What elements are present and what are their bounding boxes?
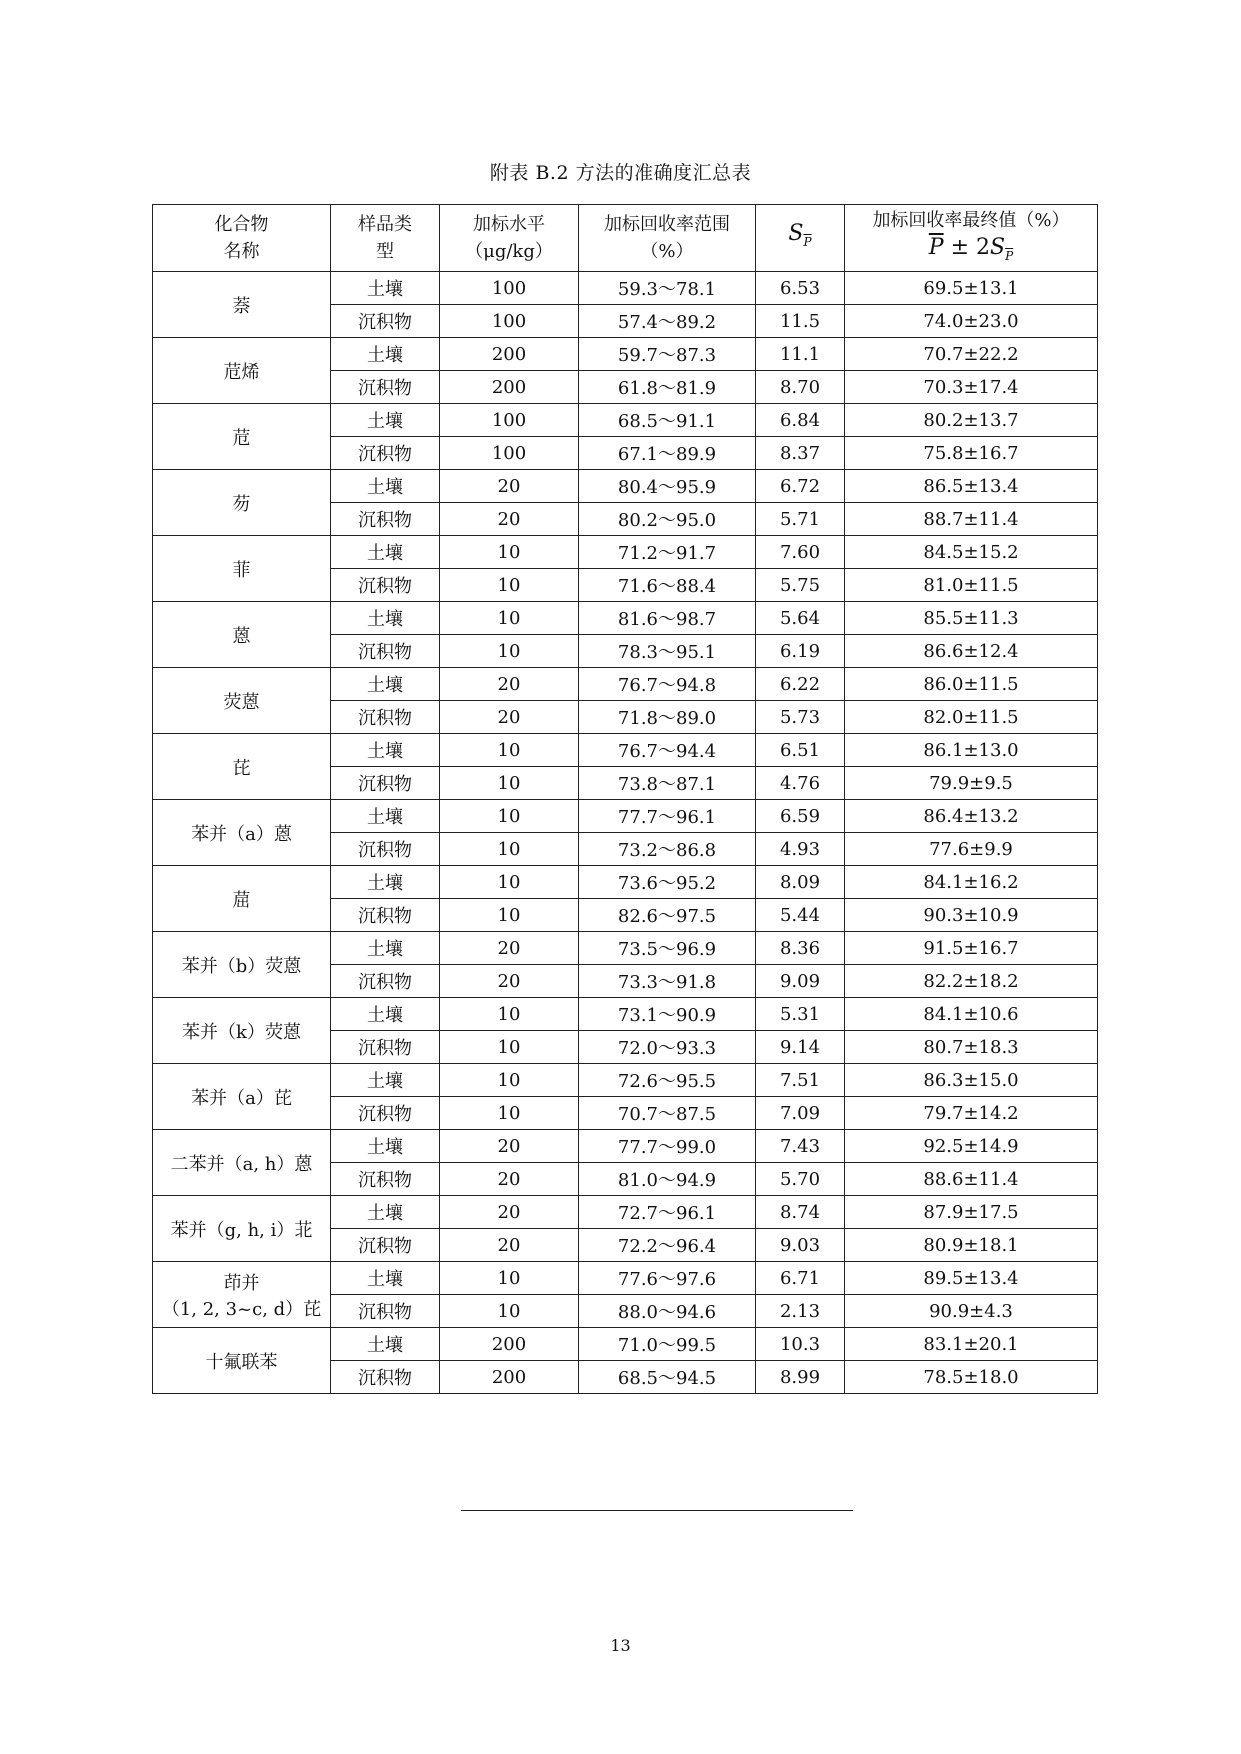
final-recovery-cell: 88.6±11.4 [845,1163,1098,1196]
final-recovery-cell: 91.5±16.7 [845,932,1098,965]
sample-type-cell: 土壤 [331,602,440,635]
compound-name-cell [153,1262,331,1328]
final-recovery-cell: 86.3±15.0 [845,1064,1098,1097]
recovery-range-cell: 80.4～95.9 [579,470,756,503]
sample-type-cell: 土壤 [331,1130,440,1163]
table-row [153,932,1098,965]
spike-level-cell: 20 [440,470,579,503]
sp-value-cell: 9.03 [756,1229,845,1262]
compound-name: 芴 [232,493,251,515]
sp-value-cell: 6.84 [756,404,845,437]
recovery-range-cell: 77.7～96.1 [579,800,756,833]
recovery-range-cell: 72.2～96.4 [579,1229,756,1262]
header-sp-subscript: P [803,235,812,249]
recovery-range-cell: 77.6～97.6 [579,1262,756,1295]
recovery-range-cell: 73.5～96.9 [579,932,756,965]
final-recovery-cell: 69.5±13.1 [845,272,1098,305]
spike-level-cell: 20 [440,503,579,536]
sp-value-cell: 6.59 [756,800,845,833]
final-recovery-cell: 85.5±11.3 [845,602,1098,635]
header-type-line2: 型 [376,241,394,262]
spike-level-cell: 10 [440,1064,579,1097]
compound-name: 蒽 [232,625,251,647]
recovery-range-cell: 88.0～94.6 [579,1295,756,1328]
sp-value-cell: 2.13 [756,1295,845,1328]
sp-value-cell: 6.72 [756,470,845,503]
spike-level-cell: 200 [440,1328,579,1361]
recovery-range-cell: 73.2～86.8 [579,833,756,866]
sample-type-cell: 沉积物 [331,635,440,668]
spike-level-cell: 10 [440,734,579,767]
compound-name: 苊烯 [223,361,260,383]
recovery-range-cell: 71.2～91.7 [579,536,756,569]
recovery-range-cell: 73.8～87.1 [579,767,756,800]
recovery-range-cell: 71.6～88.4 [579,569,756,602]
final-recovery-cell: 82.2±18.2 [845,965,1098,998]
final-recovery-cell: 90.3±10.9 [845,899,1098,932]
sample-type-cell: 沉积物 [331,1361,440,1394]
compound-name-cell [153,536,331,602]
recovery-range-cell: 71.0～99.5 [579,1328,756,1361]
header-type-line1: 样品类 [358,214,412,235]
header-sp-symbol: $S_{\overline{P}}$ [788,221,812,249]
spike-level-cell: 10 [440,569,579,602]
sp-value-cell: 5.73 [756,701,845,734]
compound-name-cell [153,998,331,1064]
sp-value-cell: 5.75 [756,569,845,602]
sp-value-cell: 9.14 [756,1031,845,1064]
spike-level-cell: 200 [440,1361,579,1394]
sp-value-cell: 5.64 [756,602,845,635]
compound-name-cell [153,404,331,470]
spike-level-cell: 100 [440,305,579,338]
sample-type-cell: 土壤 [331,470,440,503]
sp-value-cell: 4.93 [756,833,845,866]
sample-type-cell: 沉积物 [331,437,440,470]
compound-name: 二苯并（a, h）蒽 [170,1153,313,1175]
final-recovery-cell: 80.7±18.3 [845,1031,1098,1064]
sample-type-cell: 土壤 [331,734,440,767]
compound-name-cell [153,602,331,668]
header-final-recovery [845,205,1098,272]
compound-name: 茚并 [223,1272,260,1294]
final-recovery-cell: 70.7±22.2 [845,338,1098,371]
final-recovery-cell: 87.9±17.5 [845,1196,1098,1229]
header-compound [153,205,331,272]
sp-value-cell: 9.09 [756,965,845,998]
compound-name-cell [153,1064,331,1130]
header-final-formula: $\overline{P} \pm 2S_{\overline{P}}$ [928,234,1014,263]
final-recovery-cell: 84.1±16.2 [845,866,1098,899]
sp-value-cell: 8.70 [756,371,845,404]
sp-value-cell: 8.36 [756,932,845,965]
header-level-line2: （μg/kg） [465,241,553,262]
compound-name-cell [153,800,331,866]
recovery-range-cell: 67.1～89.9 [579,437,756,470]
table-row [153,866,1098,899]
sample-type-cell: 沉积物 [331,305,440,338]
recovery-range-cell: 73.6～95.2 [579,866,756,899]
recovery-range-cell: 82.6～97.5 [579,899,756,932]
spike-level-cell: 20 [440,1163,579,1196]
spike-level-cell: 100 [440,272,579,305]
table-row [153,602,1098,635]
spike-level-cell: 200 [440,338,579,371]
compound-name: 萘 [232,295,251,317]
sp-value-cell: 11.5 [756,305,845,338]
spike-level-cell: 10 [440,1097,579,1130]
sample-type-cell: 沉积物 [331,1031,440,1064]
compound-name: 苯并（b）荧蒽 [181,955,302,977]
recovery-range-cell: 81.6～98.7 [579,602,756,635]
compound-name-cell [153,932,331,998]
compound-name: 苯并（a）蒽 [191,823,292,845]
sp-value-cell: 7.51 [756,1064,845,1097]
table-body [153,272,1098,1394]
spike-level-cell: 10 [440,635,579,668]
accuracy-summary-table [152,204,1098,1394]
table-row [153,1328,1098,1361]
sample-type-cell: 沉积物 [331,1163,440,1196]
compound-name-cell [153,338,331,404]
compound-name-line2: （1, 2, 3~c, d）芘 [161,1298,322,1320]
sample-type-cell: 土壤 [331,866,440,899]
sp-value-cell: 10.3 [756,1328,845,1361]
sp-value-cell: 5.44 [756,899,845,932]
sp-value-cell: 5.70 [756,1163,845,1196]
spike-level-cell: 20 [440,965,579,998]
header-range-line2: （%） [640,241,694,262]
sample-type-cell: 沉积物 [331,1097,440,1130]
spike-level-cell: 10 [440,800,579,833]
recovery-range-cell: 59.7～87.3 [579,338,756,371]
sample-type-cell: 土壤 [331,998,440,1031]
sample-type-cell: 土壤 [331,536,440,569]
spike-level-cell: 10 [440,998,579,1031]
compound-name-cell [153,272,331,338]
spike-level-cell: 10 [440,1262,579,1295]
final-recovery-cell: 84.1±10.6 [845,998,1098,1031]
sample-type-cell: 沉积物 [331,1229,440,1262]
spike-level-cell: 10 [440,1295,579,1328]
header-sample-type [331,205,440,272]
final-recovery-cell: 86.6±12.4 [845,635,1098,668]
compound-name-cell [153,1328,331,1394]
footer-rule [461,1510,853,1511]
compound-name: 十氟联苯 [205,1351,278,1373]
spike-level-cell: 200 [440,371,579,404]
compound-name: 芘 [232,757,251,779]
table-row [153,1262,1098,1295]
spike-level-cell: 10 [440,899,579,932]
sample-type-cell: 沉积物 [331,833,440,866]
spike-level-cell: 20 [440,668,579,701]
sample-type-cell: 土壤 [331,1064,440,1097]
table-row [153,998,1098,1031]
header-compound-line2: 名称 [223,241,260,262]
sample-type-cell: 沉积物 [331,701,440,734]
sp-value-cell: 6.51 [756,734,845,767]
table-row [153,734,1098,767]
recovery-range-cell: 59.3～78.1 [579,272,756,305]
table-row [153,1064,1098,1097]
compound-name: 苊 [232,427,251,449]
recovery-range-cell: 68.5～94.5 [579,1361,756,1394]
compound-name-cell [153,470,331,536]
header-compound-line1: 化合物 [214,214,269,235]
sp-value-cell: 7.09 [756,1097,845,1130]
spike-level-cell: 10 [440,536,579,569]
compound-name: 䓛 [232,889,251,911]
final-recovery-cell: 86.0±11.5 [845,668,1098,701]
compound-name-cell [153,866,331,932]
recovery-range-cell: 76.7～94.8 [579,668,756,701]
compound-name: 苯并（g, h, i）苝 [170,1219,313,1241]
sp-value-cell: 4.76 [756,767,845,800]
recovery-range-cell: 61.8～81.9 [579,371,756,404]
page-number: 13 [610,1636,631,1655]
final-recovery-cell: 86.5±13.4 [845,470,1098,503]
compound-name-cell [153,1196,331,1262]
spike-level-cell: 10 [440,767,579,800]
sample-type-cell: 土壤 [331,338,440,371]
sp-value-cell: 7.43 [756,1130,845,1163]
sample-type-cell: 土壤 [331,1196,440,1229]
table-row [153,668,1098,701]
final-recovery-cell: 86.1±13.0 [845,734,1098,767]
compound-name-cell [153,734,331,800]
header-level-line1: 加标水平 [473,214,545,235]
compound-name: 菲 [232,559,251,581]
header-sp [756,205,845,272]
recovery-range-cell: 71.8～89.0 [579,701,756,734]
sp-value-cell: 8.09 [756,866,845,899]
compound-name: 荧蒽 [223,691,260,713]
recovery-range-cell: 81.0～94.9 [579,1163,756,1196]
spike-level-cell: 100 [440,437,579,470]
sp-value-cell: 6.53 [756,272,845,305]
final-recovery-cell: 77.6±9.9 [845,833,1098,866]
recovery-range-cell: 78.3～95.1 [579,635,756,668]
final-recovery-cell: 74.0±23.0 [845,305,1098,338]
sp-value-cell: 8.99 [756,1361,845,1394]
recovery-range-cell: 70.7～87.5 [579,1097,756,1130]
final-recovery-cell: 83.1±20.1 [845,1328,1098,1361]
spike-level-cell: 20 [440,932,579,965]
header-row [153,205,1098,272]
sample-type-cell: 沉积物 [331,899,440,932]
final-recovery-cell: 80.9±18.1 [845,1229,1098,1262]
sp-value-cell: 5.31 [756,998,845,1031]
recovery-range-cell: 72.0～93.3 [579,1031,756,1064]
sample-type-cell: 土壤 [331,932,440,965]
recovery-range-cell: 73.1～90.9 [579,998,756,1031]
compound-name: 苯并（k）荧蒽 [182,1021,301,1043]
final-recovery-cell: 88.7±11.4 [845,503,1098,536]
sample-type-cell: 土壤 [331,668,440,701]
sample-type-cell: 土壤 [331,272,440,305]
spike-level-cell: 10 [440,866,579,899]
spike-level-cell: 20 [440,1130,579,1163]
header-spike-level [440,205,579,272]
recovery-range-cell: 76.7～94.4 [579,734,756,767]
table-row [153,1130,1098,1163]
header-recovery-range [579,205,756,272]
final-recovery-cell: 79.7±14.2 [845,1097,1098,1130]
spike-level-cell: 10 [440,602,579,635]
sp-value-cell: 7.60 [756,536,845,569]
compound-name-cell [153,668,331,734]
spike-level-cell: 20 [440,1229,579,1262]
table-row [153,470,1098,503]
final-recovery-cell: 84.5±15.2 [845,536,1098,569]
table-row [153,338,1098,371]
recovery-range-cell: 57.4～89.2 [579,305,756,338]
sample-type-cell: 沉积物 [331,569,440,602]
header-range-line1: 加标回收率范围 [604,214,730,235]
sp-value-cell: 6.22 [756,668,845,701]
spike-level-cell: 10 [440,1031,579,1064]
compound-name: 苯并（a）芘 [191,1087,292,1109]
sample-type-cell: 沉积物 [331,1295,440,1328]
spike-level-cell: 20 [440,701,579,734]
sample-type-cell: 沉积物 [331,965,440,998]
recovery-range-cell: 72.7～96.1 [579,1196,756,1229]
sample-type-cell: 沉积物 [331,371,440,404]
recovery-range-cell: 77.7～99.0 [579,1130,756,1163]
spike-level-cell: 10 [440,833,579,866]
sp-value-cell: 11.1 [756,338,845,371]
sp-value-cell: 8.37 [756,437,845,470]
sample-type-cell: 沉积物 [331,767,440,800]
final-recovery-cell: 92.5±14.9 [845,1130,1098,1163]
final-recovery-cell: 89.5±13.4 [845,1262,1098,1295]
table-row [153,536,1098,569]
final-recovery-cell: 78.5±18.0 [845,1361,1098,1394]
sp-value-cell: 8.74 [756,1196,845,1229]
sp-value-cell: 6.71 [756,1262,845,1295]
final-recovery-cell: 70.3±17.4 [845,371,1098,404]
sample-type-cell: 土壤 [331,404,440,437]
sample-type-cell: 土壤 [331,1262,440,1295]
header-final-line1: 加标回收率最终值（%） [872,209,1070,231]
sample-type-cell: 沉积物 [331,503,440,536]
final-recovery-cell: 81.0±11.5 [845,569,1098,602]
recovery-range-cell: 72.6～95.5 [579,1064,756,1097]
recovery-range-cell: 80.2～95.0 [579,503,756,536]
table-row [153,404,1098,437]
final-recovery-cell: 75.8±16.7 [845,437,1098,470]
compound-name-cell [153,1130,331,1196]
final-recovery-cell: 80.2±13.7 [845,404,1098,437]
table-caption: 附表 B.2 方法的准确度汇总表 [489,162,752,184]
table-row [153,800,1098,833]
spike-level-cell: 20 [440,1196,579,1229]
sample-type-cell: 土壤 [331,800,440,833]
spike-level-cell: 100 [440,404,579,437]
sample-type-cell: 土壤 [331,1328,440,1361]
recovery-range-cell: 73.3～91.8 [579,965,756,998]
final-recovery-cell: 79.9±9.5 [845,767,1098,800]
table-row [153,272,1098,305]
table-row [153,1196,1098,1229]
final-recovery-cell: 90.9±4.3 [845,1295,1098,1328]
final-recovery-cell: 82.0±11.5 [845,701,1098,734]
final-recovery-cell: 86.4±13.2 [845,800,1098,833]
sp-value-cell: 5.71 [756,503,845,536]
sp-value-cell: 6.19 [756,635,845,668]
recovery-range-cell: 68.5～91.1 [579,404,756,437]
